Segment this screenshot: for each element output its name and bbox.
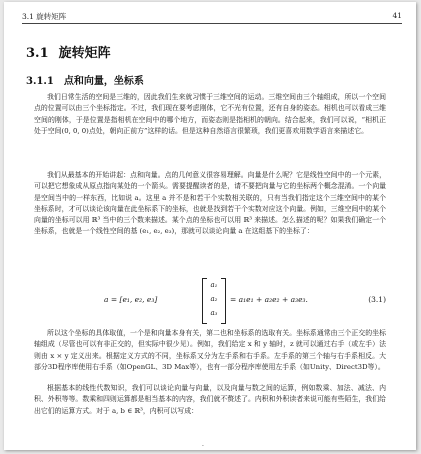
paragraph-points-vectors: 我们从最基本的开始讲起：点和向量。点的几何意义很容易理解。向量是什么呢？它是线性空间中的一个元素，可以把它想象成从原点指向某处的一个箭头。需要提醒读者的是，请不要把向量与它的坐标两个概念混淆。一个向量是空间当中的一样东西，比如说 a。这里 a 并不是和若干个实数相关联的，只有当我们指定这个三维空间中的某个坐标系时，才可以谈论该向量在此坐标系下的坐标，也就是找到若干个实数对应这个向量。例如，三维空间中的某个向量的坐标可以用 ℝ³ 当中的三个数来描述。某个点的坐标也可以用 ℝ³ 来描述。怎么描述的呢？如果我们确定一个坐标系，也就是一个线性空间的基 (e₁, e₂, e₃)，那就可以谈论向量 a 在这组基下的坐标了： [34, 171, 386, 236]
paragraph-coordinate-systems: 所以这个坐标的具体取值，一个是和向量本身有关，第二也和坐标系的选取有关。坐标系通常由三个正交的坐标轴组成（尽管也可以有非正交的，但实际中很少见）。例如，我们给定 x 和 y 轴时，z 就可以通过右手（或左手）法则由 x × y 定义出来。根据定义方式的不同，坐标系又分为左手系和右手系。左手系的第三个轴与右手系相反。大部分3D程序库使用右手系（如OpenGL、3D Max等），也有一部分程序库使用左手系（如Unity、Direct3D等）。 [34, 329, 386, 371]
matrix-cell: a₂ [210, 295, 218, 303]
subsection-title: 点和向量，坐标系 [63, 76, 144, 87]
matrix-cell: a₁ [210, 281, 218, 289]
document-page [4, 2, 416, 450]
equation-3-1 [34, 278, 386, 326]
section-title: 旋转矩阵 [58, 46, 111, 61]
page-number: 41 [392, 11, 402, 20]
equation-lhs: a = [e₁, e₂, e₃] [104, 295, 158, 304]
equation-number: (3.1) [368, 295, 386, 304]
coordinate-matrix [202, 278, 226, 324]
paragraph-vector-operations: 根据基本的线性代数知识，我们可以谈论向量与向量，以及向量与数之间的运算，例如数乘、加法、减法、内积、外积等等。数乘和四则运算都是相当基本的内容，我们就不赘述了。内积和外积读者来说可能有些陌生，我们给出它们的运算方式。对于 a, b ∈ ℝ³，内积可以写成： [34, 384, 386, 415]
running-header [22, 11, 402, 24]
subsection-number: 3.1.1 [26, 76, 54, 87]
subsection-heading [26, 72, 144, 87]
matrix-cell: a₃ [210, 309, 218, 317]
running-header-section: 3.1 旋转矩阵 [22, 12, 67, 21]
paragraph-intro: 我们日常生活的空间是三维的，因此我们生来就习惯于三维空间的运动。三维空间由三个轴组成，所以一个空间点的位置可以由三个坐标指定。不过，我们现在要考虑刚体，它不光有位置，还有自身的姿态。相机也可以看成三维空间的刚体，于是位置是指相机在空间中的哪个地方，而姿态则是指相机的朝向。结合起来，我们可以说，“相机正处于空间(0, 0, 0)点处，朝向正前方”这样的话。但是这种自然语言很繁琐，我们更喜欢用数学语言来描述它。 [34, 93, 386, 135]
section-number: 3.1 [26, 46, 49, 61]
equation-rhs: = a₁e₁ + a₂e₂ + a₃e₃. [230, 295, 308, 304]
footer-mark: · [202, 443, 204, 450]
section-heading [26, 42, 111, 61]
